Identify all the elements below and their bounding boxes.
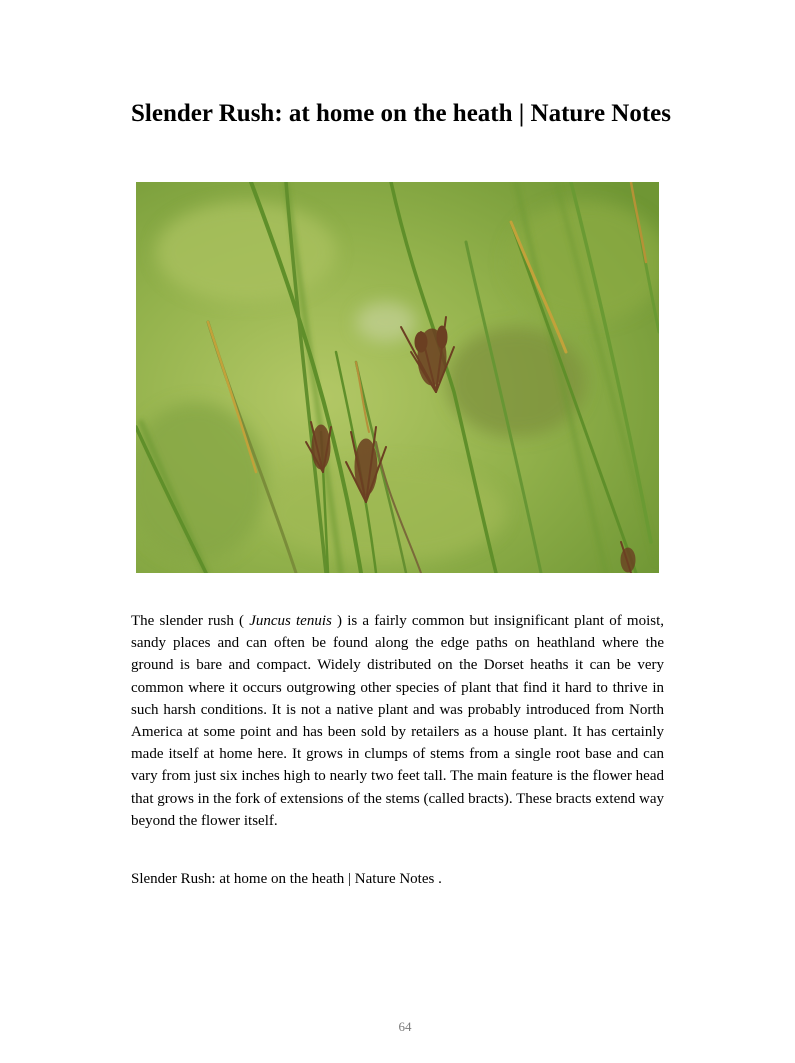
species-name: Juncus tenuis [249, 613, 332, 629]
page-number: 64 [398, 1019, 412, 1034]
photo-drawing [136, 182, 659, 573]
paragraph-intro: The slender rush ( [131, 613, 250, 629]
paragraph-body: ) is a fairly common but insignificant plant of moist, sandy places and can often be found along the edge paths on heathland where the ground is bare and compact. Widely distributed on the Dorset heaths it can be very common where it occurs outgrowing other species of plant that find it hard to thrive in such harsh conditions. It is not a native plant and was probably introduced from North America at some point and has been sold by retailers as a house plant. It has certainly made itself at home here. It grows in clumps of stems from a single root base and can vary from just six inches high to nearly two feet tall. The main feature is the flower head that grows in the fork of extensions of the stems (called bracts). These bracts extend way beyond the flower itself. [131, 613, 665, 829]
slender-rush-photo [136, 182, 659, 573]
page-title: Slender Rush: at home on the heath | Nature Notes [131, 100, 672, 127]
article-paragraph [131, 610, 664, 832]
source-link-line[interactable]: Slender Rush: at home on the heath | Nature Notes . [131, 871, 442, 887]
